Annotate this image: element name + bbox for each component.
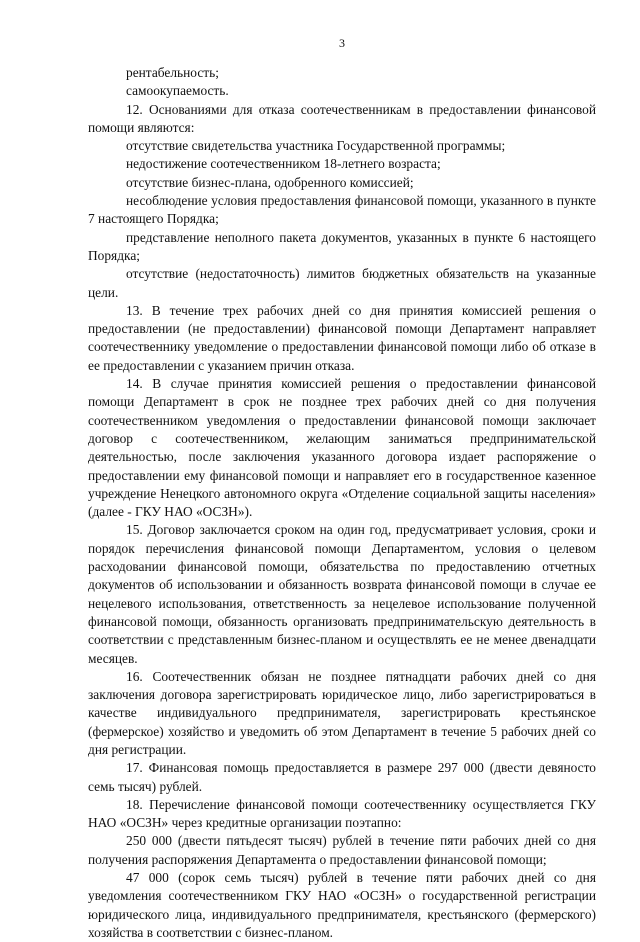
paragraph-clause-14: 14. В случае принятия комиссией решения о предоставлении финансовой помощи Департамент в срок не позднее трех рабочих дней со дня получения соотечественником уведомления о предоставлении финансовой помощи заключает договор с соотечественником, желающим заниматься предпринимательской деятельностью, после заключения указанного договора издает распоряжение о предоставлении ему финансовой помощи и направляет его в государственное казенное учреждение Ненецкого автономного округа «Отделение социальной защиты населения» (далее - ГКУ НАО «ОСЗН»). [88,376,596,520]
paragraph: 250 000 (двести пятьдесят тысяч) рублей в течение пяти рабочих дней со дня получения распоряжения Департамента о предоставлении финансовой помощи; [88,833,596,867]
paragraph: отсутствие свидетельства участника Государственной программы; [126,138,506,154]
paragraph-clause-16: 16. Соотечественник обязан не позднее пятнадцати рабочих дней со дня заключения договора зарегистрировать юридическое лицо, либо зарегистрироваться в качестве индивидуального предпринимателя, зарегистрировать крестьянское (фермерское) хозяйство и уведомить об этом Департамент в течение 5 рабочих дней со дня регистрации. [88,668,596,757]
paragraph: недостижение соотечественником 18-летнего возраста; [126,156,441,172]
paragraph-clause-13: 13. В течение трех рабочих дней со дня принятия комиссией решения о предоставлении (не предоставлении) финансовой помощи Департамент направляет соотечественнику уведомление о предоставлении финансовой помощи либо об отказе в ее предоставлении с указанием причин отказа. [88,302,596,373]
page-number: 3 [339,36,345,50]
paragraph-clause-18: 18. Перечисление финансовой помощи соотечественнику осуществляется ГКУ НАО «ОСЗН» через кредитные организации поэтапно: [88,796,596,831]
paragraph: рентабельность; [126,65,219,80]
paragraph: самоокупаемость. [126,83,229,99]
paragraph: отсутствие (недостаточность) лимитов бюджетных обязательств на указанные цели. [88,266,596,300]
paragraph: 47 000 (сорок семь тысяч) рублей в течение пяти рабочих дней со дня уведомления соотечественником ГКУ НАО «ОСЗН» о государственной регистрации юридического лица, индивидуального предпринимателя, крестьянского (фермерского) хозяйства в соответствии с бизнес-планом. [88,870,596,940]
paragraph-clause-12: 12. Основаниями для отказа соотечественникам в предоставлении финансовой помощи являются: [88,101,596,135]
paragraph: представление неполного пакета документов, указанных в пункте 6 настоящего Порядка; [88,229,596,263]
paragraph-clause-15: 15. Договор заключается сроком на один год, предусматривает условия, сроки и порядок перечисления финансовой помощи Департаментом, условия о целевом расходовании финансовой помощи, обязательства по предоставлению отчетных документов об использовании и обязанность возврата финансовой помощи в случае ее нецелевого использования, ответственность за нецелевое использование полученной финансовой помощи, обязанность организовать предпринимательскую деятельность в соответствии с представленным бизнес-планом и осуществлять ее не менее двенадцати месяцев. [88,522,596,666]
paragraph: отсутствие бизнес-плана, одобренного комиссией; [126,174,414,190]
paragraph-clause-17: 17. Финансовая помощь предоставляется в размере 297 000 (двести девяносто семь тысяч) рублей. [88,760,596,794]
paragraph: несоблюдение условия предоставления финансовой помощи, указанного в пункте 7 настоящего Порядка; [88,193,596,227]
